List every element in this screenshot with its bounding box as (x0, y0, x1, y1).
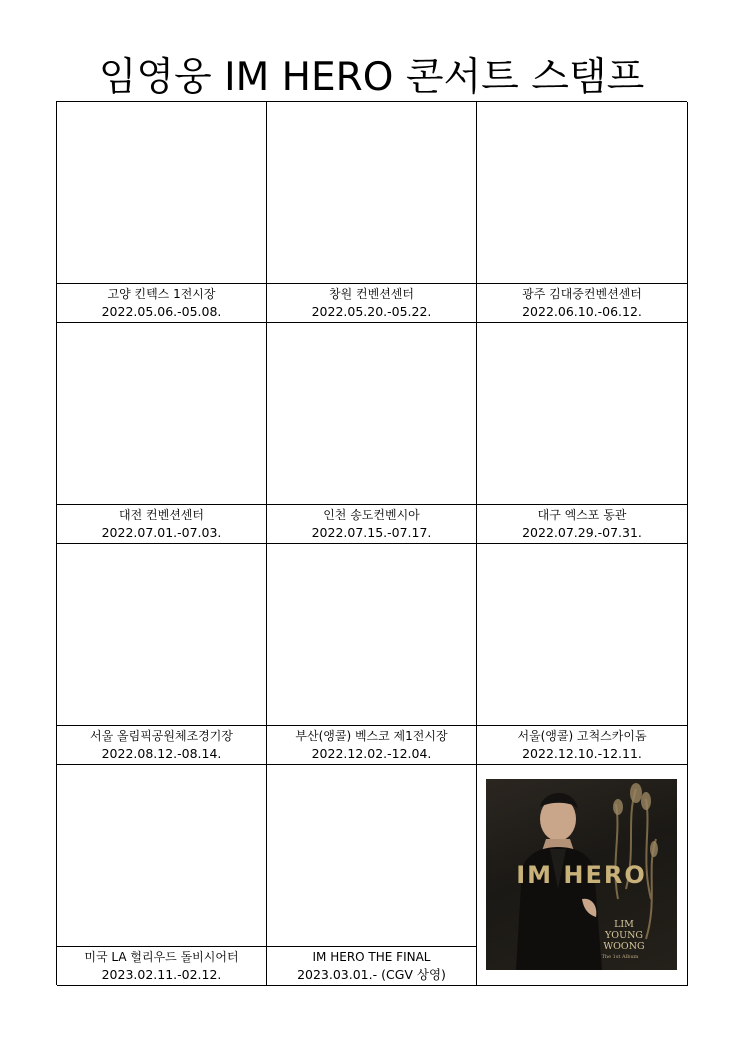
stamp-box (57, 323, 266, 505)
stamp-grid (56, 101, 687, 985)
stamp-caption (477, 505, 687, 543)
album-cover-image (486, 779, 677, 970)
artist-line: WOONG (603, 941, 645, 952)
stamp-cell (477, 544, 688, 765)
stamp-box (477, 102, 687, 284)
stamp-caption (57, 284, 266, 322)
date-label: 2022.05.20.-05.22. (311, 304, 432, 319)
venue-label: 대전 컨벤션센터 (119, 508, 204, 522)
venue-label: 인천 송도컨벤시아 (323, 508, 420, 522)
stamp-cell (477, 323, 688, 544)
venue-label: IM HERO THE FINAL (312, 950, 431, 964)
album-title: IM HERO (516, 861, 647, 889)
stamp-box (57, 544, 266, 726)
stamp-cell (57, 323, 267, 544)
stamp-box (267, 765, 476, 947)
date-label: 2022.07.15.-07.17. (311, 525, 432, 540)
stamp-caption (267, 284, 476, 322)
date-label: 2023.02.11.-02.12. (101, 967, 222, 982)
stamp-box (267, 323, 476, 505)
stamp-box (477, 544, 687, 726)
stamp-cell (57, 765, 267, 986)
date-label: 2022.07.29.-07.31. (522, 525, 642, 540)
date-label: 2022.06.10.-06.12. (522, 304, 642, 319)
stamp-cell (57, 102, 267, 323)
stamp-caption (477, 726, 687, 764)
stamp-caption (57, 505, 266, 543)
venue-label: 서울(앵콜) 고척스카이돔 (517, 729, 647, 743)
stamp-cell (57, 544, 267, 765)
venue-label: 광주 김대중컨벤션센터 (522, 287, 642, 301)
venue-label: 창원 컨벤션센터 (329, 287, 414, 301)
stamp-caption (477, 284, 687, 322)
stamp-cell (267, 323, 477, 544)
stamp-caption (57, 947, 266, 985)
date-label: 2022.12.02.-12.04. (311, 746, 432, 761)
stamp-caption (267, 947, 476, 985)
venue-label: 대구 엑스포 동관 (537, 508, 627, 522)
stamp-cell (267, 765, 477, 986)
stamp-box (57, 102, 266, 284)
venue-label: 서울 올림픽공원체조경기장 (90, 729, 233, 743)
date-label: 2022.07.01.-07.03. (101, 525, 222, 540)
stamp-box (267, 544, 476, 726)
stamp-box (477, 323, 687, 505)
album-artist (589, 919, 659, 952)
venue-label: 고양 킨텍스 1전시장 (107, 287, 216, 301)
album-subtitle: The 1st Album (601, 954, 639, 960)
venue-label: 미국 LA 헐리우드 돌비시어터 (84, 950, 239, 964)
stamp-caption (57, 726, 266, 764)
stamp-caption (267, 726, 476, 764)
date-label: 2022.08.12.-08.14. (101, 746, 222, 761)
stamp-box (267, 102, 476, 284)
stamp-cell (267, 102, 477, 323)
artist-line: LIM (614, 919, 634, 930)
date-label: 2022.12.10.-12.11. (522, 746, 642, 761)
stamp-cell (267, 544, 477, 765)
stamp-box (57, 765, 266, 947)
artist-line: YOUNG (605, 930, 643, 941)
venue-label: 부산(앵콜) 벡스코 제1전시장 (295, 729, 448, 743)
stamp-caption (267, 505, 476, 543)
stamp-cell (477, 102, 688, 323)
date-label: 2022.05.06.-05.08. (101, 304, 222, 319)
album-cell (477, 765, 688, 986)
date-label: 2023.03.01.- (CGV 상영) (297, 967, 446, 982)
page-title: 임영웅 IM HERO 콘서트 스탬프 (98, 55, 645, 100)
